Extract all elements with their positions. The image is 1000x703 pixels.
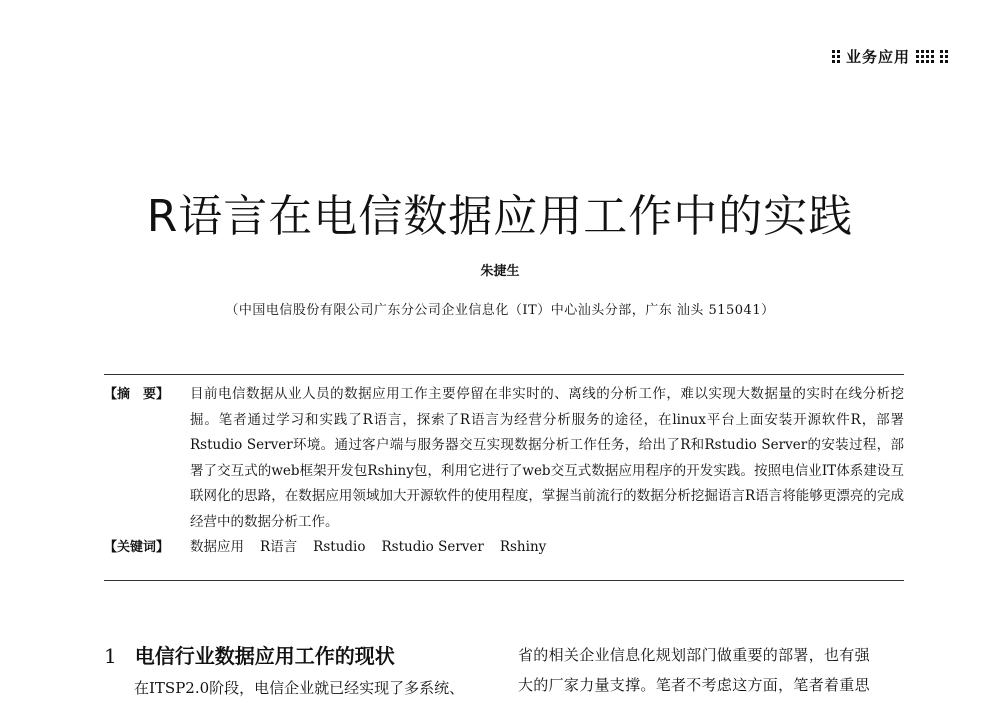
header-dots-icon-right xyxy=(916,50,934,63)
header-dots-icon-end xyxy=(940,50,948,63)
section-title: 电信行业数据应用工作的现状 xyxy=(134,644,395,668)
body-line-right-2: 大的厂家力量支撑。笔者不考虑这方面，笔者着重思 xyxy=(518,676,870,694)
keyword: R语言 xyxy=(260,539,298,555)
abstract-text: 目前电信数据从业人员的数据应用工作主要停留在非实时的、离线的分析工作，难以实现大数据量的实时在线分析挖掘。笔者通过学习和实践了R语言，探索了R语言为经营分析服务的途径，在linux平台上面安装开源软件R，部署Rstudio Server环境。通过客户端与服务器交互实现数据分析工作任务，给出了R和Rstudio Server的安装过程，部署了交互式的web框架开发包Rshiny包，利用它进行了web交互式数据应用程序的开发实践。按照电信业IT体系建设互联网化的思路，在数据应用领域加大开源软件的使用程度，掌握当前流行的数据分析挖掘语言R语言将能够更漂亮的完成经营中的数据分析工作。 xyxy=(190,386,904,530)
keyword: Rstudio xyxy=(313,539,366,555)
keyword: 数据应用 xyxy=(190,539,244,555)
section-number: 1 xyxy=(104,644,117,668)
abstract-row xyxy=(104,382,904,535)
abstract-top-rule xyxy=(104,374,904,375)
body-line-right-1: 省的相关企业信息化规划部门做重要的部署，也有强 xyxy=(518,646,870,664)
header-dots-icon-left xyxy=(832,50,840,63)
abstract-label: 【摘 要】 xyxy=(104,387,170,402)
affiliation: （中国电信股份有限公司广东分公司企业信息化（IT）中心汕头分部，广东 汕头 515041） xyxy=(225,303,775,318)
right-column xyxy=(518,640,906,700)
running-header xyxy=(832,46,948,67)
paper-title: R语言在电信数据应用工作中的实践 xyxy=(146,191,854,242)
keyword: Rstudio Server xyxy=(381,539,484,555)
abstract-block xyxy=(104,382,904,561)
keywords-list xyxy=(190,535,546,561)
keywords-row xyxy=(104,535,904,561)
keyword: Rshiny xyxy=(499,539,547,555)
left-column xyxy=(104,640,484,703)
abstract-bottom-rule xyxy=(104,580,904,581)
author: 朱捷生 xyxy=(480,264,520,279)
section-heading xyxy=(104,640,484,669)
section-tag: 业务应用 xyxy=(845,48,910,66)
keywords-label: 【关键词】 xyxy=(104,540,170,555)
body-paragraph-left: 在ITSP2.0阶段，电信企业就已经实现了多系统、 xyxy=(134,679,465,697)
